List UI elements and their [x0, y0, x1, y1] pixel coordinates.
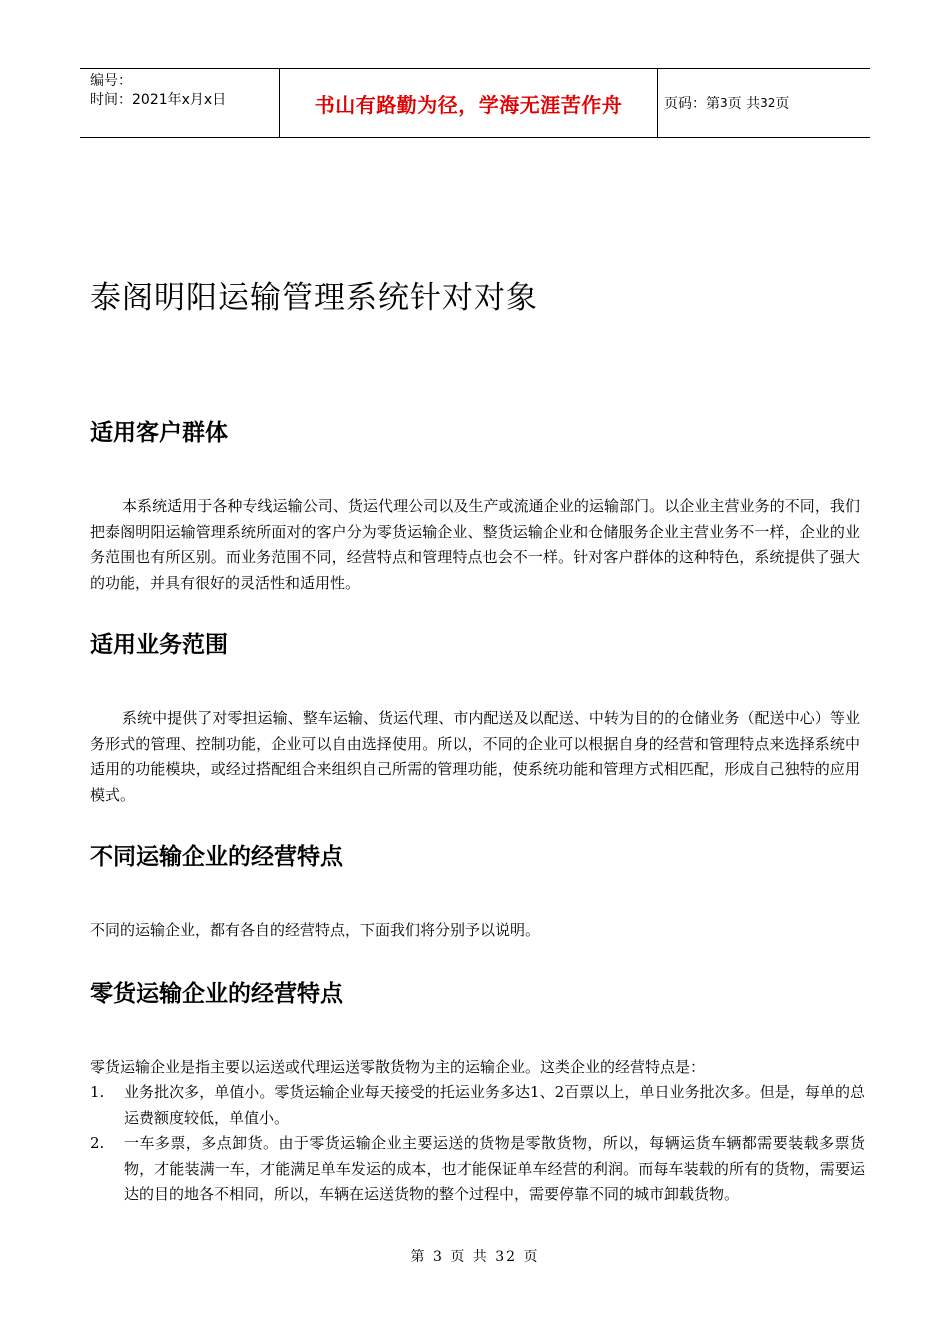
- section-heading-parcel-features: 零货运输企业的经营特点: [90, 981, 343, 1007]
- footer-suffix: 页: [523, 1249, 540, 1265]
- page-current: 3: [720, 96, 728, 110]
- page-title: 泰阁明阳运输管理系统针对对象: [90, 280, 538, 316]
- section-paragraph-operating-features: 不同的运输企业，都有各自的经营特点，下面我们将分别予以说明。: [90, 921, 541, 939]
- list-item: [90, 1131, 865, 1208]
- document-date: 时间：2021年x月x日: [90, 92, 227, 108]
- list-item: [90, 1080, 865, 1131]
- page-header: [80, 68, 870, 138]
- header-motto: 书山有路勤为径，学海无涯苦作舟: [280, 69, 658, 137]
- list-item-text: 业务批次多，单值小。零货运输企业每天接受的托运业务多达1、2百票以上，单日业务批次多。但是，每单的总运费额度较低，单值小。: [124, 1083, 865, 1127]
- section-heading-operating-features: 不同运输企业的经营特点: [90, 844, 343, 870]
- footer-prefix: 第: [410, 1249, 427, 1265]
- page-end: 页: [775, 96, 790, 112]
- footer-total: 32: [495, 1249, 518, 1265]
- page-total: 32: [760, 96, 776, 110]
- section-paragraph-business-scope: 系统中提供了对零担运输、整车运输、货运代理、市内配送及以配送、中转为目的的仓储业务（配送中心）等业务形式的管理、控制功能，企业可以自由选择使用。所以，不同的企业可以根据自身的经营和管理特点来选择系统中适用的功能模块，或经过搭配组合来组织自己所需的管理功能，使系统功能和管理方式相匹配，形成自己独特的应用模式。: [90, 709, 860, 804]
- list-item-text: 一车多票，多点卸货。由于零货运输企业主要运送的货物是零散货物，所以，每辆运货车辆都需要装载多票货物，才能装满一车，才能满足单车发运的成本，也才能保证单车经营的利润。而每车装载的所有的货物，需要运达的目的地各不相同，所以，车辆在运送货物的整个过程中，需要停靠不同的城市卸载货物。: [124, 1134, 865, 1203]
- document-number: 编号：: [90, 73, 132, 89]
- header-page-info: [658, 69, 870, 137]
- list-item-number: 2.: [90, 1134, 105, 1152]
- page-label: 页码：第: [664, 96, 720, 112]
- page-mid: 页 共: [727, 96, 761, 112]
- footer-mid: 页 共: [450, 1249, 489, 1265]
- section-paragraph-customers: 本系统适用于各种专线运输公司、货运代理公司以及生产或流通企业的运输部门。以企业主营业务的不同，我们把泰阁明阳运输管理系统所面对的客户分为零货运输企业、整货运输企业和仓储服务企业主营业务不一样，企业的业务范围也有所区别。而业务范围不同，经营特点和管理特点也会不一样。针对客户群体的这种特色，系统提供了强大的功能，并具有很好的灵活性和适用性。: [90, 497, 860, 592]
- header-meta: [80, 69, 280, 137]
- page-footer: [0, 1246, 950, 1266]
- feature-list: [90, 1080, 865, 1208]
- list-item-number: 1.: [90, 1083, 105, 1101]
- footer-current: 3: [432, 1249, 444, 1265]
- section-paragraph-parcel-features: 零货运输企业是指主要以运送或代理运送零散货物为主的运输企业。这类企业的经营特点是：: [90, 1058, 706, 1076]
- section-heading-business-scope: 适用业务范围: [90, 632, 228, 658]
- section-heading-customers: 适用客户群体: [90, 420, 228, 446]
